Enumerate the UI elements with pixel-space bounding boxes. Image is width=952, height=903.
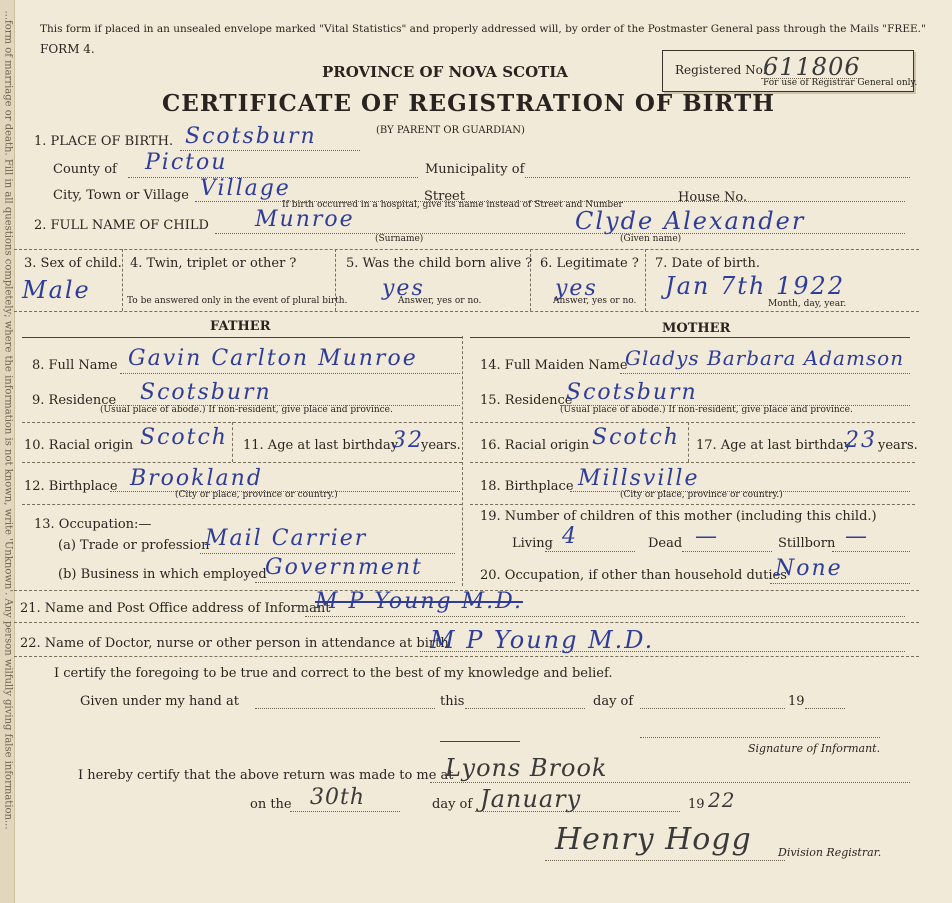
given-under-label: Given under my hand at <box>80 694 239 709</box>
surname-caption: (Surname) <box>375 234 424 244</box>
given-day-of-label: day of <box>593 694 634 709</box>
father-age: 32 <box>392 428 424 453</box>
mother-racial: Scotch <box>592 425 680 450</box>
edge-instructions: ...form of marriage or death. Fill in all questions completely; where the information is not known, write 'Unknown'. Any person wilfully giving false information... <box>2 10 14 830</box>
date-of-birth-label: 7. Date of birth. <box>655 256 760 271</box>
legitimate-value: yes <box>555 276 598 301</box>
father-heading: FATHER <box>210 319 271 334</box>
father-racial: Scotch <box>140 425 228 450</box>
informant-value: M P Young M.D. <box>315 589 523 614</box>
legitimate-note: Answer, yes or no. <box>553 296 637 306</box>
father-business-label: (b) Business in which employed <box>58 567 267 582</box>
father-trade-label: (a) Trade or profession <box>58 538 210 553</box>
city-label: City, Town or Village <box>53 188 189 203</box>
born-alive-note: Answer, yes or no. <box>398 296 482 306</box>
mother-residence-label: 15. Residence <box>480 393 573 408</box>
registrar-signature: Henry Hogg <box>555 822 752 857</box>
child-given-name: Clyde Alexander <box>575 207 806 235</box>
born-alive-value: yes <box>382 276 425 301</box>
mother-living: 4 <box>562 524 578 549</box>
mother-birthplace: Millsville <box>578 466 700 491</box>
binding-edge <box>0 0 15 903</box>
municipality-label: Municipality of <box>425 162 525 177</box>
place-of-birth-value: Scotsburn <box>185 124 317 149</box>
mother-occupation-label: 20. Occupation, if other than household duties <box>480 568 787 583</box>
county-value: Pictou <box>145 150 228 175</box>
mother-age: 23 <box>845 428 877 453</box>
doctor-value: M P Young M.D. <box>430 626 655 654</box>
mother-birthplace-label: 18. Birthplace <box>480 479 574 494</box>
registrar-on-the-label: on the <box>250 797 292 812</box>
child-name-label: 2. FULL NAME OF CHILD <box>34 218 209 233</box>
registrar-day-of-label: day of <box>432 797 473 812</box>
sex-value: Male <box>22 276 91 304</box>
mother-occupation: None <box>775 556 843 581</box>
father-residence: Scotsburn <box>140 380 272 405</box>
certify-statement: I certify the foregoing to be true and correct to the best of my knowledge and belief. <box>54 666 613 681</box>
child-surname: Munroe <box>255 207 355 232</box>
city-value: Village <box>200 176 291 201</box>
father-occupation-label: 13. Occupation:— <box>34 517 152 532</box>
father-birthplace-note: (City or place, province or country.) <box>175 490 338 500</box>
signature-of-informant: Signature of Informant. <box>748 742 881 755</box>
registrar-year: 22 <box>708 788 736 812</box>
mother-dead: — <box>695 524 719 549</box>
registrar-month: January <box>480 785 582 813</box>
mother-heading: MOTHER <box>662 321 731 336</box>
born-alive-label: 5. Was the child born alive ? <box>346 256 533 271</box>
father-age-label: 11. Age at last birthday <box>243 438 399 453</box>
given-this-label: this <box>440 694 465 709</box>
mother-residence: Scotsburn <box>566 380 698 405</box>
street-label: Street <box>424 189 465 204</box>
registrar-year-prefix: 19 <box>688 797 705 812</box>
province-heading: PROVINCE OF NOVA SCOTIA <box>322 63 568 81</box>
twin-note: To be answered only in the event of plural birth. <box>127 296 348 306</box>
mother-name-label: 14. Full Maiden Name <box>480 358 628 373</box>
mother-stillborn: — <box>845 524 869 549</box>
registrar-certify-label: I hereby certify that the above return was made to me at <box>78 768 454 783</box>
mother-age-label: 17. Age at last birthday <box>696 438 852 453</box>
mother-birthplace-note: (City or place, province or country.) <box>620 490 783 500</box>
postal-notice: This form if placed in an unsealed envelope marked "Vital Statistics" and properly addressed will, by order of the Postmaster General pass through the Mails "FREE." <box>40 23 926 35</box>
mother-dead-label: Dead <box>648 536 683 551</box>
certificate-subtitle: (BY PARENT OR GUARDIAN) <box>376 125 525 136</box>
certificate-title: CERTIFICATE OF REGISTRATION OF BIRTH <box>162 90 775 117</box>
informant-label: 21. Name and Post Office address of Informant <box>20 601 331 616</box>
mother-living-label: Living <box>512 536 553 551</box>
date-of-birth-value: Jan 7th 1922 <box>665 272 846 300</box>
mother-years: years. <box>878 438 918 453</box>
mother-stillborn-label: Stillborn <box>778 536 836 551</box>
father-birthplace-label: 12. Birthplace <box>24 479 118 494</box>
house-no-label: House No. <box>678 190 748 205</box>
registrar-day: 30th <box>310 785 366 810</box>
registered-label: Registered No. <box>675 63 767 77</box>
father-trade: Mail Carrier <box>205 526 368 551</box>
place-of-birth-label: 1. PLACE OF BIRTH. <box>34 134 174 149</box>
father-business: Government <box>265 555 423 580</box>
registered-number-box <box>662 50 918 92</box>
division-registrar-caption: Division Registrar. <box>778 846 882 859</box>
hospital-note: If birth occurred in a hospital, give its name instead of Street and Number <box>282 200 623 210</box>
twin-label: 4. Twin, triplet or other ? <box>130 256 297 271</box>
mother-racial-label: 16. Racial origin <box>480 438 590 453</box>
legitimate-label: 6. Legitimate ? <box>540 256 639 271</box>
father-name-label: 8. Full Name <box>32 358 118 373</box>
registrar-use-note: For use of Registrar General only. <box>763 78 918 88</box>
father-residence-note: (Usual place of abode.) If non-resident, give place and province. <box>100 405 393 415</box>
date-of-birth-note: Month, day, year. <box>768 299 847 309</box>
given-name-caption: (Given name) <box>620 234 682 244</box>
father-name: Gavin Carlton Munroe <box>128 346 418 371</box>
father-racial-label: 10. Racial origin <box>24 438 134 453</box>
mother-name: Gladys Barbara Adamson <box>625 346 905 370</box>
father-residence-label: 9. Residence <box>32 393 117 408</box>
doctor-label: 22. Name of Doctor, nurse or other person in attendance at birth <box>20 636 449 651</box>
father-birthplace: Brookland <box>130 466 263 491</box>
registrar-place: Lyons Brook <box>445 754 608 782</box>
mother-children-label: 19. Number of children of this mother (including this child.) <box>480 509 877 524</box>
sex-label: 3. Sex of child. <box>24 256 122 271</box>
given-year-label: 19 <box>788 694 805 709</box>
registered-number: 611806 <box>763 53 861 81</box>
father-years: years. <box>421 438 461 453</box>
county-label: County of <box>53 162 117 177</box>
form-number: FORM 4. <box>40 42 95 56</box>
mother-residence-note: (Usual place of abode.) If non-resident, give place and province. <box>560 405 853 415</box>
